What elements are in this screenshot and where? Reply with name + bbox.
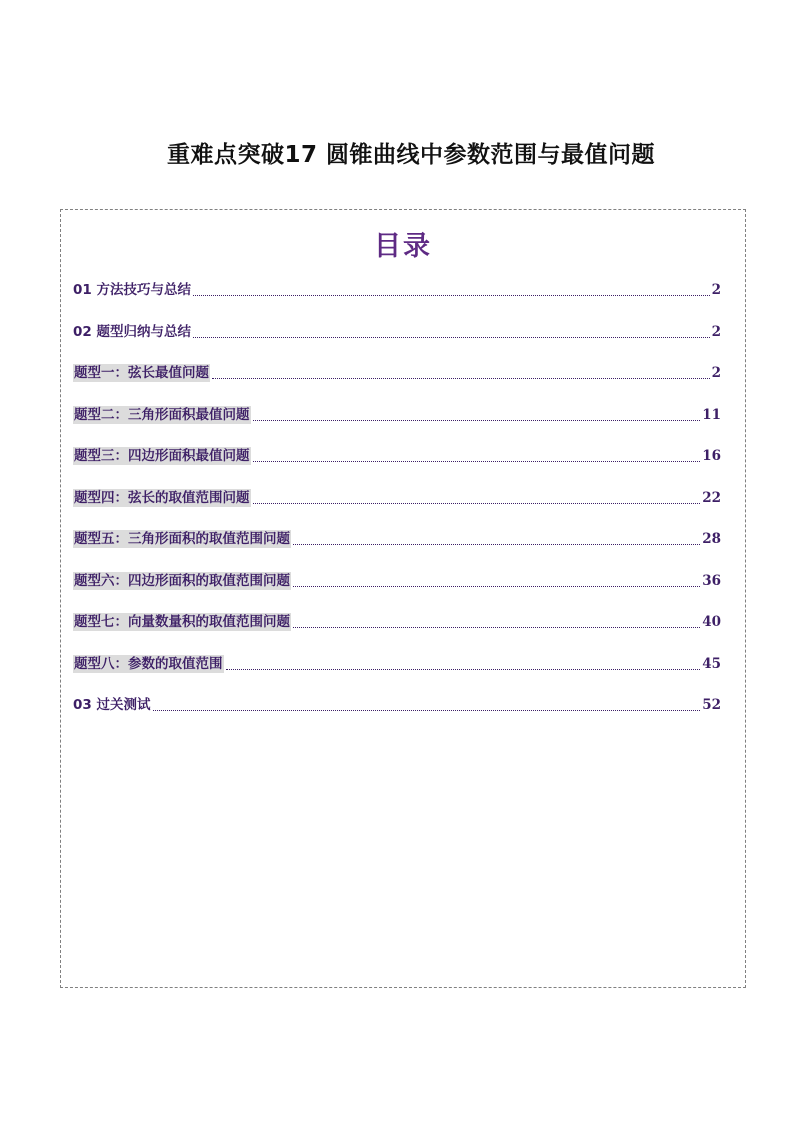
toc-entry-page: 11: [702, 406, 721, 423]
toc-leader-dots: [153, 696, 701, 711]
toc-entry-type-6[interactable]: [73, 572, 721, 614]
toc-entry-method-summary[interactable]: [73, 281, 721, 323]
toc-leader-dots: [293, 572, 700, 587]
toc-leader-dots: [253, 447, 701, 462]
toc-entry-page: 36: [702, 572, 721, 589]
toc-entry-label: 题型八：参数的取值范围: [74, 655, 223, 672]
toc-entry-label: 题型六：四边形面积的取值范围问题: [74, 572, 290, 589]
toc-entry-type-summary[interactable]: [73, 323, 721, 365]
toc-leader-dots: [193, 281, 710, 296]
toc-leader-dots: [293, 613, 700, 628]
toc-entry-type-3[interactable]: [73, 447, 721, 489]
toc-entry-type-8[interactable]: [73, 655, 721, 697]
toc-entry-type-7[interactable]: [73, 613, 721, 655]
toc-entry-label: 03 过关测试: [73, 697, 151, 713]
toc-leader-dots: [226, 655, 701, 670]
toc-entry-page: 2: [711, 365, 721, 381]
toc-leader-dots: [193, 323, 710, 338]
toc-entry-type-2[interactable]: [73, 406, 721, 448]
toc-entry-label: 题型二：三角形面积最值问题: [74, 406, 250, 423]
toc-entry-label: 题型五：三角形面积的取值范围问题: [74, 531, 290, 547]
toc-entry-page: 22: [702, 489, 721, 506]
toc-entry-page: 28: [702, 531, 721, 547]
toc-entry-page: 2: [711, 323, 721, 340]
toc-entry-page: 16: [702, 448, 721, 464]
toc-list: [73, 281, 721, 738]
toc-entry-page: 40: [702, 614, 721, 630]
toc-entry-type-5[interactable]: [73, 530, 721, 572]
toc-entry-page: 52: [702, 697, 721, 713]
toc-leader-dots: [212, 364, 710, 379]
toc-entry-test[interactable]: [73, 696, 721, 738]
toc-leader-dots: [293, 530, 700, 545]
toc-entry-label: 题型三：四边形面积最值问题: [74, 448, 250, 464]
toc-leader-dots: [253, 406, 701, 421]
table-of-contents: [60, 209, 746, 988]
toc-entry-label: 02 题型归纳与总结: [73, 323, 191, 340]
toc-entry-page: 2: [711, 282, 721, 298]
page-title: 重难点突破17 圆锥曲线中参数范围与最值问题: [166, 142, 655, 168]
toc-entry-type-4[interactable]: [73, 489, 721, 531]
toc-entry-label: 题型七：向量数量积的取值范围问题: [74, 614, 290, 630]
toc-leader-dots: [253, 489, 701, 504]
toc-entry-label: 题型四：弦长的取值范围问题: [74, 489, 250, 506]
toc-entry-type-1[interactable]: [73, 364, 721, 406]
toc-entry-label: 01 方法技巧与总结: [73, 282, 191, 298]
toc-entry-label: 题型一：弦长最值问题: [74, 365, 209, 381]
toc-heading: 目录: [374, 231, 432, 262]
toc-entry-page: 45: [702, 655, 721, 672]
